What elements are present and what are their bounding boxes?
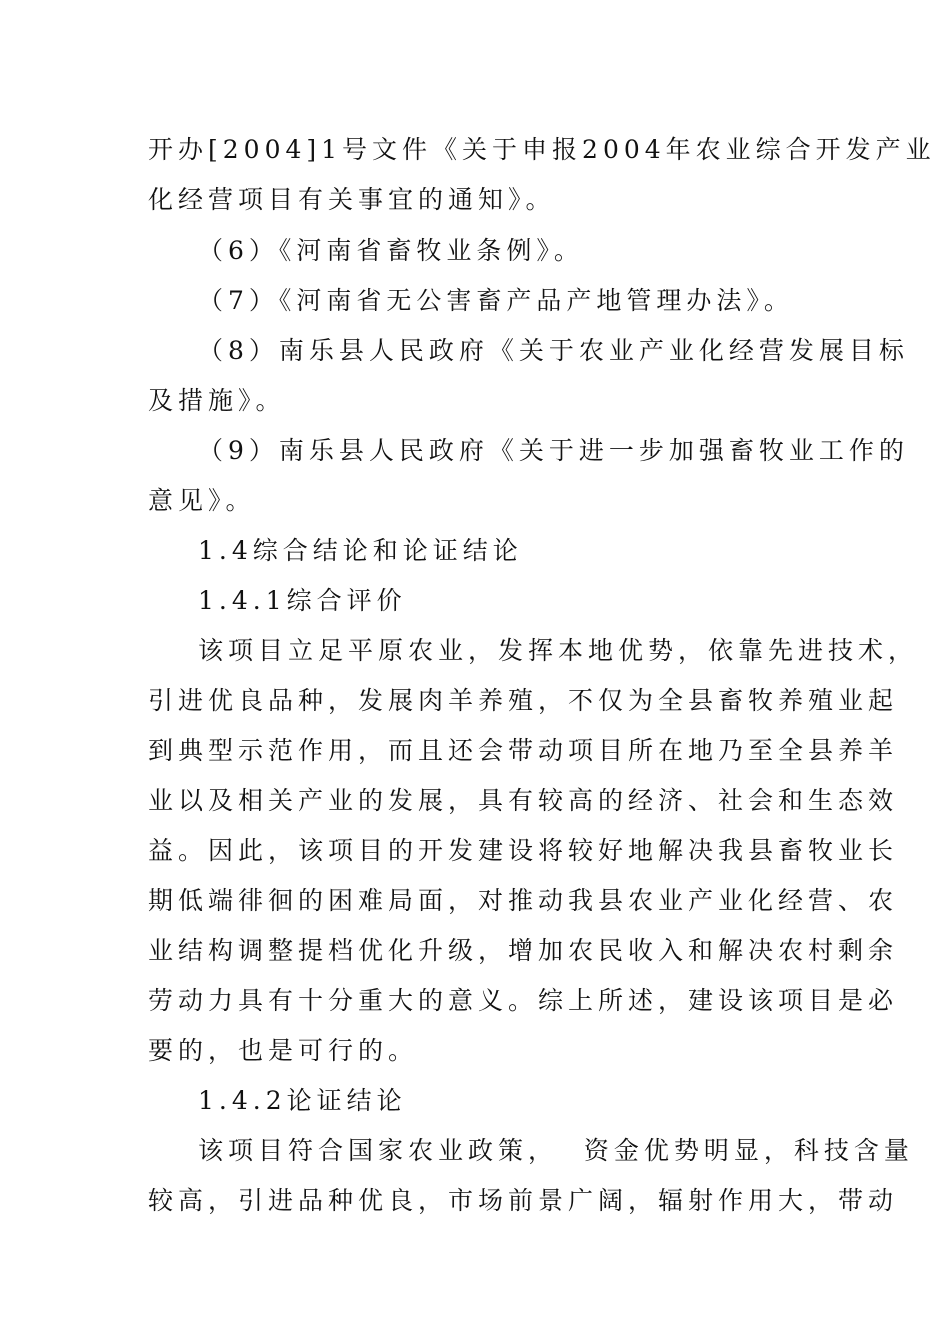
paragraph-line: 要的，也是可行的。 <box>148 1036 419 1065</box>
body-text-line: 化经营项目有关事宜的通知》。 <box>148 185 556 214</box>
reference-item-8: （8）南乐县人民政府《关于农业产业化经营发展目标 <box>198 336 909 365</box>
paragraph-line: 期低端徘徊的困难局面，对推动我县农业产业化经营、农 <box>148 886 899 915</box>
reference-item-6: （6）《河南省畜牧业条例》。 <box>198 236 584 265</box>
section-heading: 1.4综合结论和论证结论 <box>198 536 523 565</box>
paragraph-line: 劳动力具有十分重大的意义。综上所述，建设该项目是必 <box>148 986 899 1015</box>
paragraph-line: 业结构调整提档优化升级，增加农民收入和解决农村剩余 <box>148 936 899 965</box>
paragraph-line: 业以及相关产业的发展，具有较高的经济、社会和生态效 <box>148 786 899 815</box>
reference-item-7: （7）《河南省无公害畜产品产地管理办法》。 <box>198 286 794 315</box>
subsection-heading: 1.4.1综合评价 <box>198 586 407 615</box>
paragraph-line: 到典型示范作用，而且还会带动项目所在地乃至全县养羊 <box>148 736 899 765</box>
paragraph-line: 该项目立足平原农业，发挥本地优势，依靠先进技术， <box>198 636 919 665</box>
paragraph-line: 该项目符合国家农业政策， 资金优势明显，科技含量 <box>198 1136 914 1165</box>
body-text-line: 开办[2004]1号文件《关于申报2004年农业综合开发产业 <box>148 135 936 164</box>
paragraph-line: 较高，引进品种优良，市场前景广阔，辐射作用大，带动 <box>148 1186 899 1215</box>
paragraph-line: 益。因此，该项目的开发建设将较好地解决我县畜牧业长 <box>148 836 899 865</box>
paragraph-line: 引进优良品种，发展肉羊养殖，不仅为全县畜牧养殖业起 <box>148 686 899 715</box>
body-text-line: 意见》。 <box>148 486 256 515</box>
reference-item-9: （9）南乐县人民政府《关于进一步加强畜牧业工作的 <box>198 436 909 465</box>
body-text-line: 及措施》。 <box>148 386 286 415</box>
subsection-heading: 1.4.2论证结论 <box>198 1086 407 1115</box>
